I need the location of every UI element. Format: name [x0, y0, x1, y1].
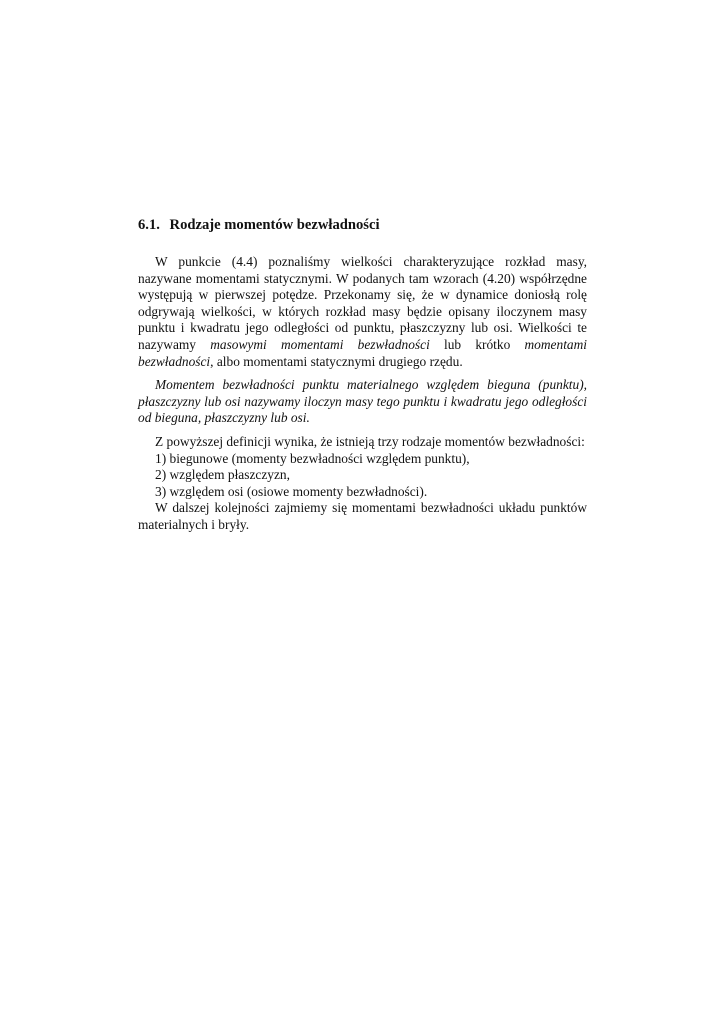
- list-item: 2) względem płaszczyzn,: [155, 467, 290, 483]
- intro-text-part2: lub krótko: [429, 336, 525, 352]
- term-moments-of-inertia: momentami bezwładności: [138, 336, 587, 369]
- intro-text-part3: , albo momentami statycznymi drugiego rzędu.: [210, 353, 463, 369]
- closing-paragraph: W dalszej kolejności zajmiemy się momentami bezwładności układu punktów materialnych i bryły.: [138, 500, 587, 532]
- types-intro: Z powyższej definicji wynika, że istnieją trzy rodzaje momentów bezwładności:: [155, 433, 585, 449]
- section-number: 6.1.: [138, 217, 160, 233]
- section-heading: [138, 216, 587, 234]
- term-mass-moments: masowymi momentami bezwładności: [210, 336, 430, 352]
- list-item: 3) względem osi (osiowe momenty bezwładności).: [155, 483, 428, 499]
- intro-text-part1: W punkcie (4.4) poznaliśmy wielkości charakteryzujące rozkład masy, nazywane momentami statycznymi. W podanych tam wzorach (4.20) współrzędne występują w pierwszej potędze. Przekonamy się, że w dynamice doniosłą rolę odgrywają wielkości, w których rozkład masy będzie opisany iloczynem masy punktu i kwadratu jego odległości od punktu, płaszczyzny lub osi. Wielkości te nazywamy: [138, 254, 587, 352]
- list-item: 1) biegunowe (momenty bezwładności względem punktu),: [155, 450, 470, 466]
- section-title: Rodzaje momentów bezwładności: [169, 217, 380, 233]
- document-page: [138, 216, 587, 534]
- intro-paragraph: [138, 254, 587, 370]
- definition-paragraph: Momentem bezwładności punktu materialnego względem bieguna (punktu), płaszczyzny lub osi nazywamy iloczyn masy tego punktu i kwadratu jego odległości od bieguna, płaszczyzny lub osi.: [138, 377, 587, 426]
